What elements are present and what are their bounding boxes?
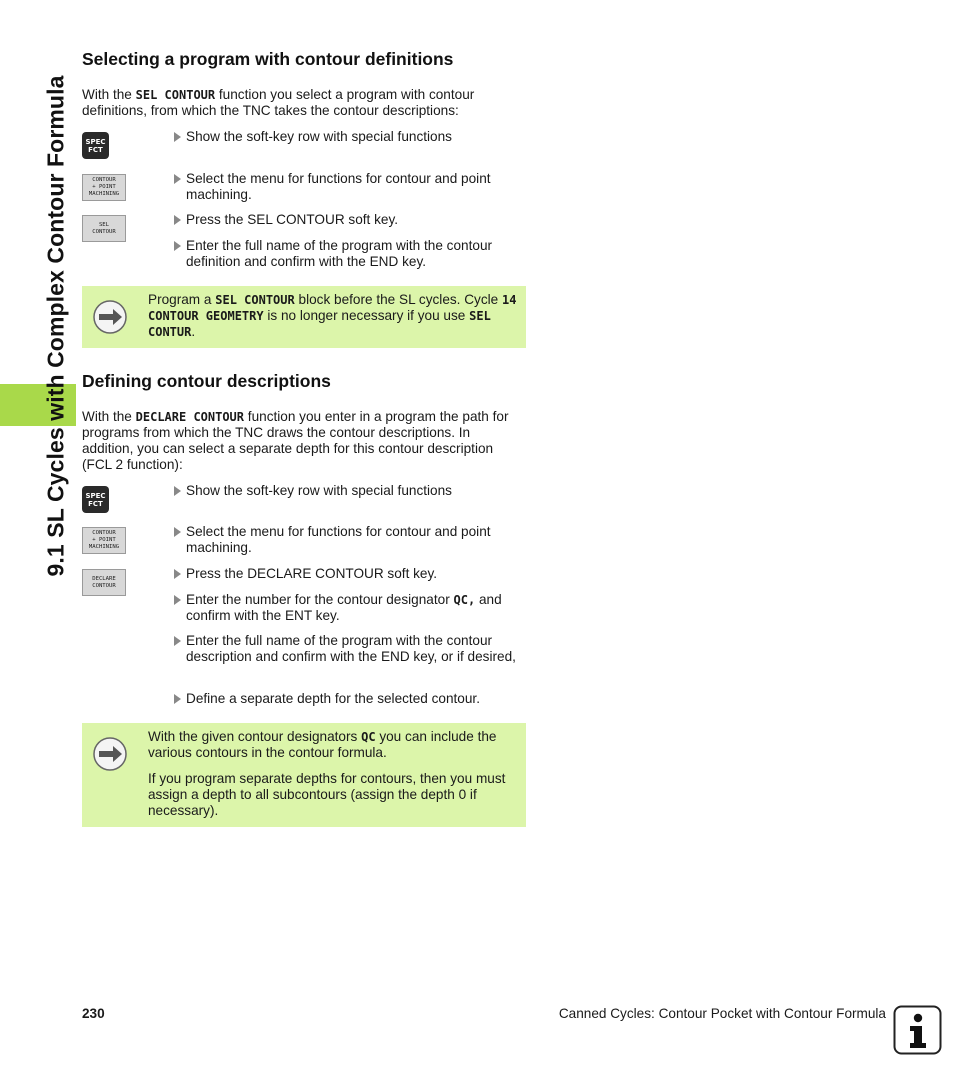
step-1: Show the soft-key row with special functions [172, 483, 522, 499]
note-box-contour-designators [82, 723, 526, 827]
section-heading-defining-contours: Defining contour descriptions [82, 371, 331, 391]
step-arrow-icon [174, 215, 181, 225]
step-arrow-icon [174, 132, 181, 142]
code-sel-contour: SEL CONTOUR [135, 88, 216, 102]
contour-point-machining-softkey[interactable]: CONTOUR + POINT MACHINING [82, 527, 126, 554]
step-arrow-icon [174, 174, 181, 184]
step-4: Enter the full name of the program with the contour definition and confirm with the END key. [172, 238, 522, 270]
section1-intro: With the SEL CONTOUR function you select a program with contour definitions, from which the TNC takes the contour descriptions: [82, 87, 475, 118]
step-1: Show the soft-key row with special functions [172, 129, 522, 145]
step-6: Define a separate depth for the selected contour. [172, 691, 522, 707]
declare-contour-softkey[interactable]: DECLARE CONTOUR [82, 569, 126, 596]
chapter-sidebar-title: 9.1 SL Cycles with Complex Contour Formula [42, 75, 69, 577]
step-2: Select the menu for functions for contour and point machining. [172, 171, 522, 203]
footer-chapter-title: Canned Cycles: Contour Pocket with Contour Formula [558, 1006, 886, 1021]
spec-fct-key[interactable]: SPEC FCT [82, 486, 109, 513]
spec-fct-key[interactable]: SPEC FCT [82, 132, 109, 159]
note-box-sel-contour [82, 286, 526, 348]
step-arrow-icon [174, 241, 181, 251]
sel-contour-softkey[interactable]: SEL CONTOUR [82, 215, 126, 242]
step-3: Press the DECLARE CONTOUR soft key. [172, 566, 522, 582]
step-5: Enter the full name of the program with the contour description and confirm with the END key, or if desired, [172, 633, 522, 665]
note-text: With the given contour designators QC you can include the various contours in the contour formula. If you program separate depths for contours, then you must assign a depth to all subcontours (assign the depth 0 if necessary). [148, 729, 506, 818]
step-arrow-icon [174, 694, 181, 704]
pointing-hand-icon [92, 299, 128, 335]
step-4: Enter the number for the contour designator QC, and confirm with the ENT key. [172, 592, 522, 624]
section2-intro: With the DECLARE CONTOUR function you enter in a program the path for programs from which the TNC draws the contour descriptions. In addition, you can select a separate depth for this contour description (FCL 2 function): [82, 409, 509, 472]
step-arrow-icon [174, 569, 181, 579]
page-number: 230 [82, 1006, 105, 1021]
step-arrow-icon [174, 486, 181, 496]
contour-point-machining-softkey[interactable]: CONTOUR + POINT MACHINING [82, 174, 126, 201]
note-text: Program a SEL CONTOUR block before the SL cycles. Cycle 14 CONTOUR GEOMETRY is no longer necessary if you use SEL CONTUR. [148, 292, 517, 339]
step-arrow-icon [174, 636, 181, 646]
pointing-hand-icon [92, 736, 128, 772]
info-icon [893, 1005, 942, 1055]
step-arrow-icon [174, 527, 181, 537]
step-2: Select the menu for functions for contour and point machining. [172, 524, 522, 556]
section-heading-select-program: Selecting a program with contour definitions [82, 49, 454, 69]
step-arrow-icon [174, 595, 181, 605]
step-3: Press the SEL CONTOUR soft key. [172, 212, 522, 228]
code-declare-contour: DECLARE CONTOUR [135, 410, 245, 424]
